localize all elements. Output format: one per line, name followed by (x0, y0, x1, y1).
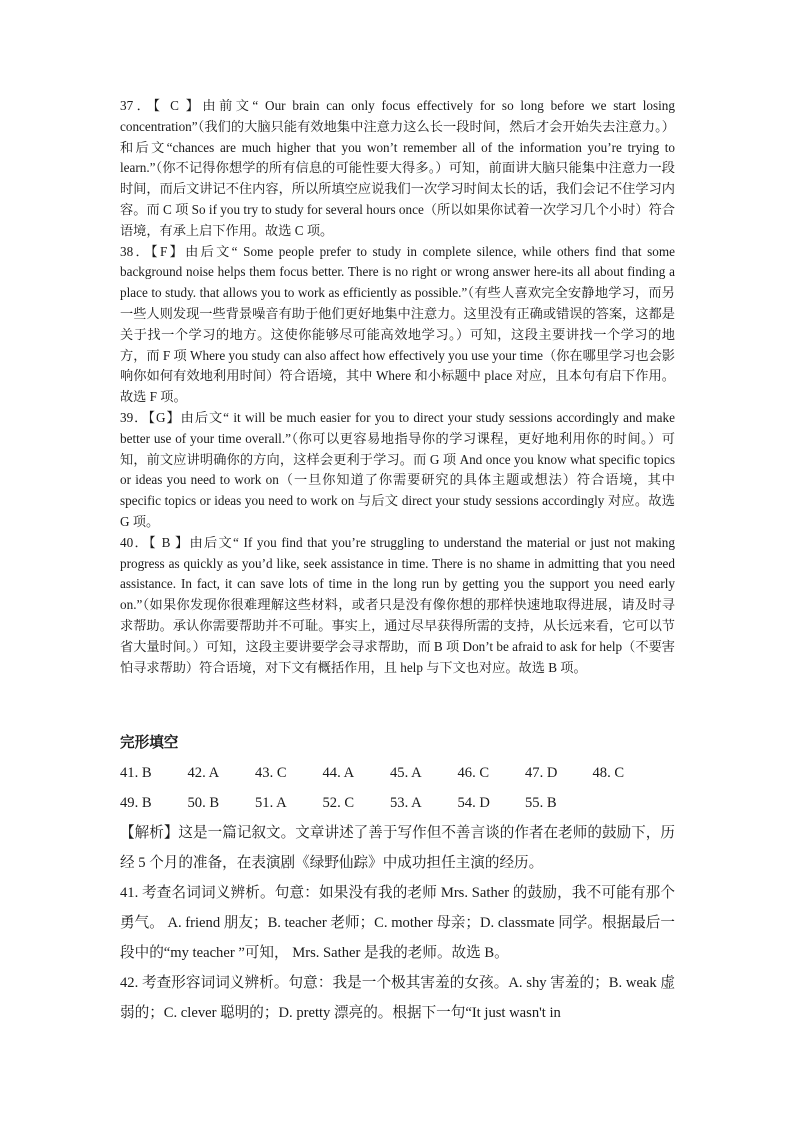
answer-item: 44. A (322, 765, 355, 781)
answer-item: 42. A (187, 765, 220, 781)
analysis-paragraph: 【解析】这是一篇记叙文。文章讲述了善于写作但不善言谈的作者在老师的鼓励下，历经 5 个月的准备，在表演剧《绿野仙踪》中成功担任主演的经历。 (120, 825, 675, 871)
answer-item: 55. B (525, 795, 557, 811)
question-42-explanation: 42. 考查形容词词义辨析。句意：我是一个极其害羞的女孩。A. shy 害羞的；B. weak 虚弱的；C. clever 聪明的；D. pretty 漂亮的。根据下一句“It just wasn't in (120, 975, 675, 1021)
explanation-40: 40．【 B 】由后文“ If you find that you’re struggling to understand the material or just not making progress as quickly as you’d like, seek assistance in time. There is no shame in admitting that you need assistance. In fact, it can save lots of time in the long run by getting you the support you need early on.”（如果你发现你很难理解这些材料，或者只是没有像你想的那样快速地取得进展，请及时寻求帮助。承认你需要帮助并不可耻。事实上，通过尽早获得所需的支持，从长远来看，它可以节省大量时间。）可知，这段主要讲要学会寻求帮助，而 B 项 Don’t be afraid to ask for help（不要害怕寻求帮助）符合语境，对下文有概括作用，且 help 与下文也对应。故选 B 项。 (120, 534, 675, 675)
cloze-section (120, 728, 675, 1028)
answer-item: 43. C (255, 765, 287, 781)
explanations-section (120, 96, 675, 678)
answer-item: 49. B (120, 795, 152, 811)
explanation-39: 39．【G】由后文“ it will be much easier for you to direct your study sessions accordingly and make better use of your time overall.”（你可以更容易地指导你的学习课程，更好地利用你的时间。）可知，前文应讲明确你的方向，这样会更利于学习。而 G 项 And once you know what specific topics or ideas you need to work on（一旦你知道了你需要研究的具体主题或想法）符合语境，其中 specific topics or ideas you need to work on 与后文 direct your study sessions accordingly 对应。故选 G 项。 (120, 409, 675, 529)
section-title: 完形填空 (120, 735, 179, 751)
explanation-37: 37．【 C 】由前文“ Our brain can only focus effectively for so long before we start losing concentration”（我们的大脑只能有效地集中注意力这么长一段时间，然后才会开始失去注意力。）和后文“chances are much higher that you won’t remember all of the information you’re trying to learn.”（你不记得你想学的所有信息的可能性要大得多。）可知，前面讲大脑只能集中注意力一段时间，而后文讲记不住内容，所以所填空应说我们一次学习时间太长的话，我们会记不住学习内容。而 C 项 So if you try to study for several hours once（所以如果你试着一次学习几个小时）符合语境，有承上启下作用。故选 C 项。 (120, 98, 675, 238)
question-41-explanation: 41. 考查名词词义辨析。句意：如果没有我的老师 Mrs. Sather 的鼓励，我不可能有那个勇气。 A. friend 朋友；B. teacher 老师；C. mother 母亲；D. classmate 同学。根据最后一段中的“my teacher ”可知， Mrs. Sather 是我的老师。故选 B。 (120, 885, 675, 961)
answer-item: 54. D (457, 795, 490, 811)
answer-row-1 (120, 758, 675, 788)
answer-item: 50. B (187, 795, 220, 811)
answer-item: 41. B (120, 765, 152, 781)
answer-item: 51. A (255, 795, 287, 811)
answer-row-2 (120, 788, 675, 818)
answer-item: 45. A (390, 765, 422, 781)
answer-item: 46. C (457, 765, 490, 781)
answer-item: 53. A (390, 795, 422, 811)
explanation-38: 38．【F】由后文“ Some people prefer to study in complete silence, while others find that some background noise helps them focus better. There is no right or wrong answer here-its all about finding a place to study. that allows you to work as efficiently as possible.”（有些人喜欢完全安静地学习，而另一些人则发现一些背景噪音有助于他们更好地集中注意力。这里没有正确或错误的答案，这都是关于找一个学习的地方。这使你能够尽可能高效地学习。）可知，这段主要讲找一个学习的地方，而 F 项 Where you study can also affect how effectively you use your time（你在哪里学习也会影响你如何有效地利用时间）符合语境，其中 Where 和小标题中 place 对应，且本句有启下作用。故选 F 项。 (120, 243, 675, 405)
answer-item: 47. D (525, 765, 558, 781)
answer-item: 52. C (322, 795, 355, 811)
answer-item: 48. C (592, 765, 625, 781)
